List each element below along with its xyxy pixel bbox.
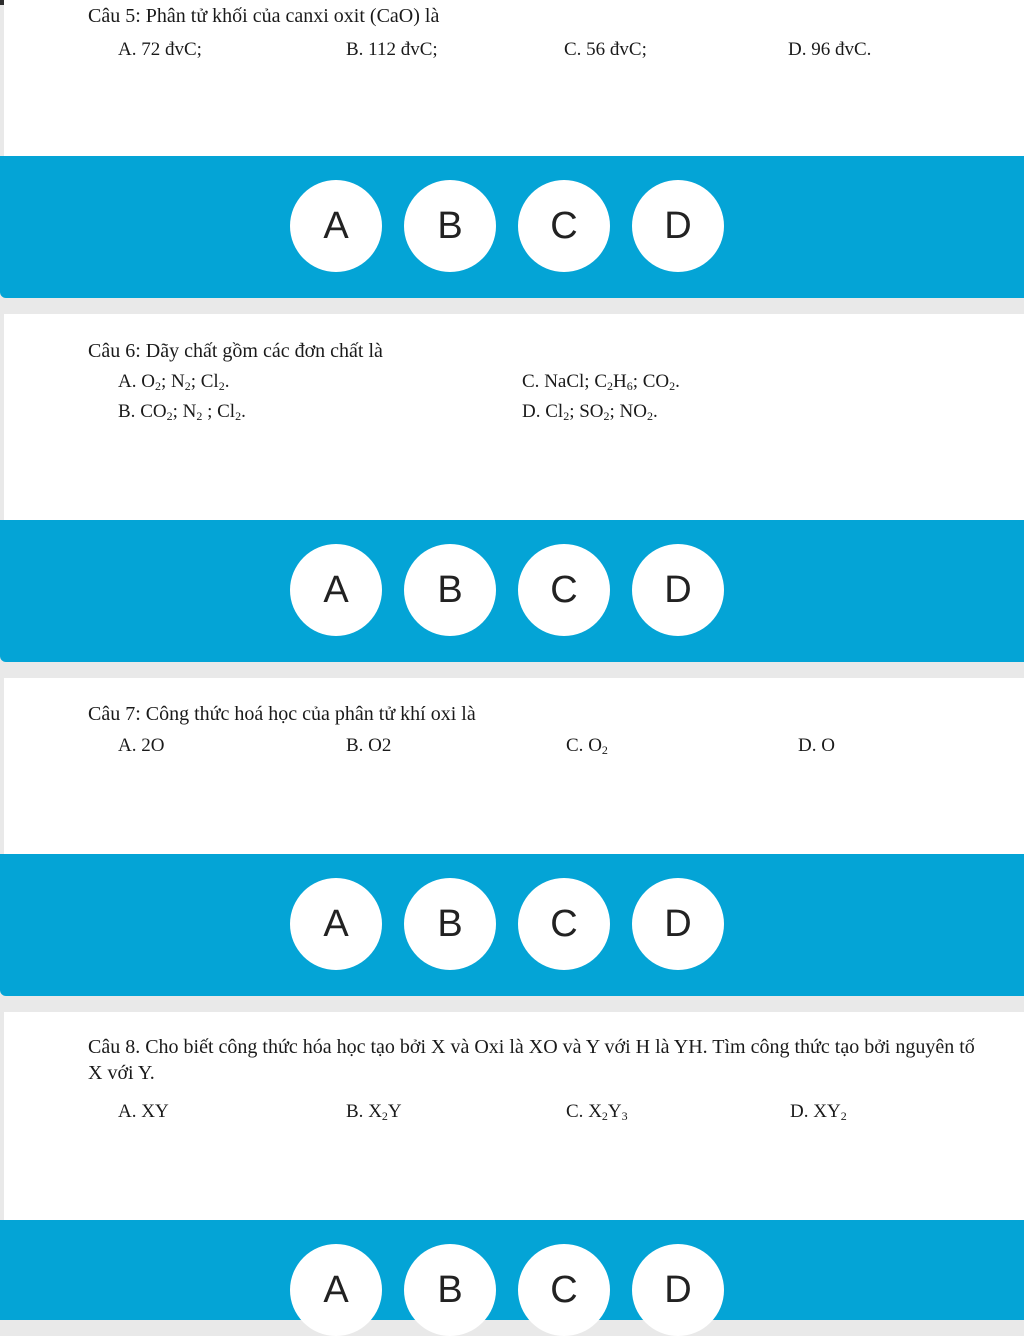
option-a: A. 72 đvC; [118, 39, 202, 60]
answer-button-d[interactable]: D [632, 878, 724, 970]
option-c: C. NaCl; $C_2H_6$; $CO_2$. [522, 371, 680, 393]
option-c: C. $O_2$ [566, 735, 608, 757]
option-a: A. XY [118, 1101, 169, 1122]
option-d: D. 96 đvC. [788, 39, 872, 60]
question-text: Câu 6: Dãy chất gồm các đơn chất là [88, 340, 383, 362]
answer-button-b[interactable]: B [404, 878, 496, 970]
answer-button-b[interactable]: B [404, 544, 496, 636]
answer-button-b[interactable]: B [404, 180, 496, 272]
answer-button-a[interactable]: A [290, 180, 382, 272]
option-b: B. $X_2Y$ [346, 1101, 402, 1123]
answer-button-d[interactable]: D [632, 180, 724, 272]
option-b: B. $CO_2$; $N_2$ ; $Cl_2$. [118, 401, 246, 423]
question-card-6 [4, 314, 1024, 520]
option-a: A. $O_2$; $N_2$; $Cl_2$. [118, 371, 230, 393]
option-c: C. $X_2Y_3$ [566, 1101, 628, 1123]
answer-button-d[interactable]: D [632, 544, 724, 636]
answer-button-c[interactable]: C [518, 878, 610, 970]
answer-button-a[interactable]: A [290, 544, 382, 636]
option-d: D. $XY_2$ [790, 1101, 847, 1123]
option-d: D. $Cl_2$; $SO_2$; $NO_2$. [522, 401, 658, 423]
answer-button-a[interactable]: A [290, 878, 382, 970]
question-card-5 [4, 0, 1024, 156]
question-text: Câu 8. Cho biết công thức hóa học tạo bởi X và Oxi là XO và Y với H là YH. Tìm công thức tạo bởi nguyên tố X với Y. [88, 1036, 975, 1084]
question-card-8 [4, 1012, 1024, 1220]
question-text: Câu 5: Phân tử khối của canxi oxit (CaO) là [88, 5, 440, 27]
answer-button-a[interactable]: A [290, 1244, 382, 1336]
answer-button-d[interactable]: D [632, 1244, 724, 1336]
question-card-7 [4, 678, 1024, 854]
answer-bar [0, 520, 1024, 662]
question-text: Câu 7: Công thức hoá học của phân tử khí oxi là [88, 703, 476, 725]
option-a: A. 2O [118, 735, 165, 756]
option-b: B. O2 [346, 735, 392, 756]
answer-button-c[interactable]: C [518, 1244, 610, 1336]
answer-button-b[interactable]: B [404, 1244, 496, 1336]
answer-bar [0, 854, 1024, 996]
option-c: C. 56 đvC; [564, 39, 647, 60]
answer-button-c[interactable]: C [518, 180, 610, 272]
option-b: B. 112 đvC; [346, 39, 438, 60]
option-d: D. O [798, 735, 835, 756]
answer-bar [0, 156, 1024, 298]
answer-button-c[interactable]: C [518, 544, 610, 636]
answer-bar [0, 1220, 1024, 1320]
